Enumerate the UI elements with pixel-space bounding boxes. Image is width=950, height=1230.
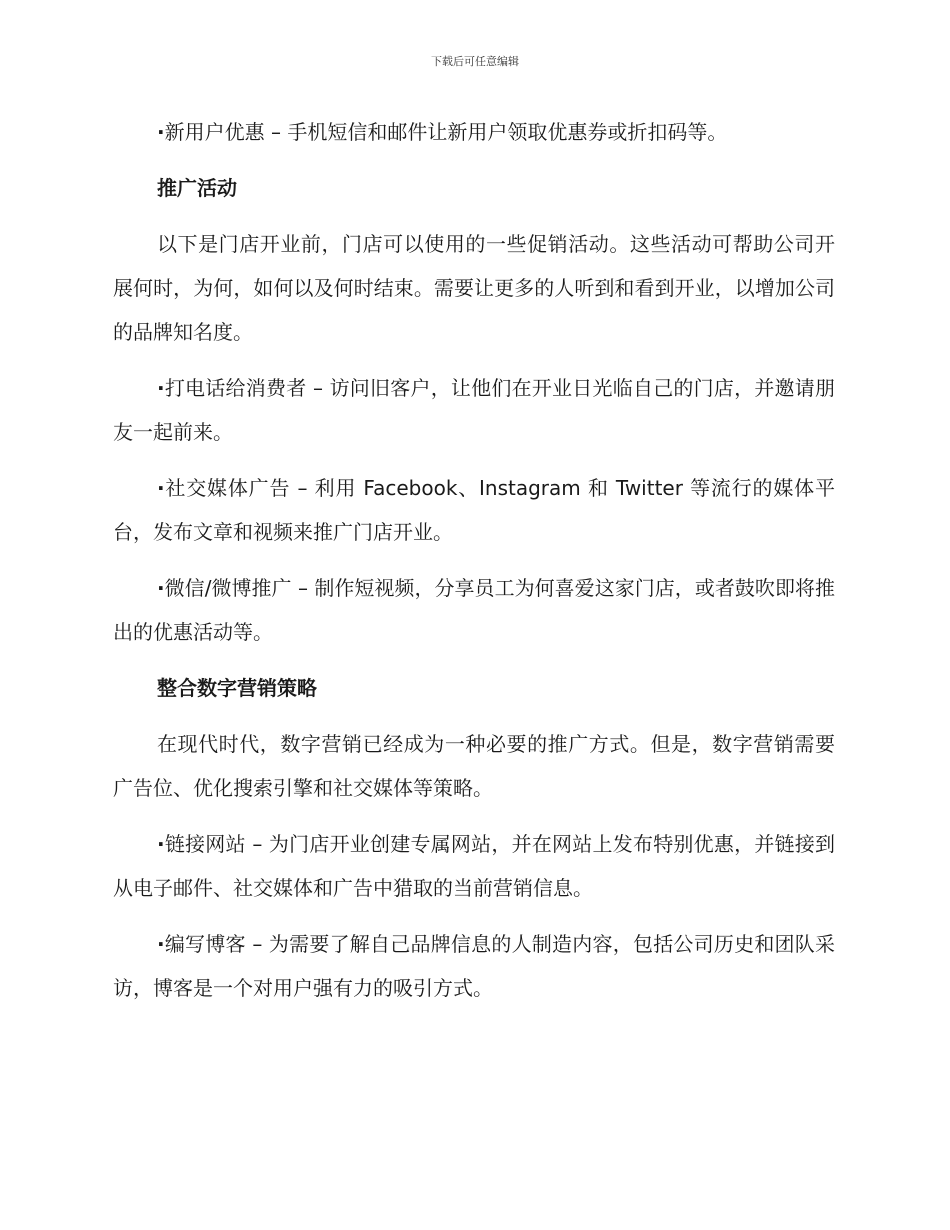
section-heading-digital-marketing: 整合数字营销策略 bbox=[157, 676, 317, 700]
paragraph-digital-marketing-intro: 在现代时代，数字营销已经成为一种必要的推广方式。但是，数字营销需要广告位、优化搜索引擎和社交媒体等策略。 bbox=[113, 732, 835, 800]
document-body bbox=[113, 110, 835, 1022]
paragraph-promotion-intro: 以下是门店开业前，门店可以使用的一些促销活动。这些活动可帮助公司开展何时，为何，如何以及何时结束。需要让更多的人听到和看到开业，以增加公司的品牌知名度。 bbox=[113, 232, 835, 344]
bullet-icon: · bbox=[157, 120, 165, 144]
bullet-icon: · bbox=[157, 576, 165, 600]
bullet-text: 社交媒体广告 – 利用 Facebook、Instagram 和 Twitter 等流行的媒体平台，发布文章和视频来推广门店开业。 bbox=[113, 476, 835, 544]
bullet-icon: · bbox=[157, 376, 165, 400]
bullet-text: 编写博客 – 为需要了解自己品牌信息的人制造内容，包括公司历史和团队采访，博客是一个对用户强有力的吸引方式。 bbox=[113, 932, 835, 1000]
bullet-call-customers bbox=[113, 366, 835, 454]
bullet-link-website bbox=[113, 822, 835, 910]
bullet-text: 打电话给消费者 – 访问旧客户，让他们在开业日光临自己的门店，并邀请朋友一起前来。 bbox=[113, 376, 835, 444]
bullet-write-blog bbox=[113, 922, 835, 1010]
bullet-wechat-weibo bbox=[113, 566, 835, 654]
bullet-icon: · bbox=[157, 476, 165, 500]
bullet-icon: · bbox=[157, 932, 165, 956]
bullet-text: 新用户优惠 – 手机短信和邮件让新用户领取优惠券或折扣码等。 bbox=[164, 120, 728, 144]
bullet-text: 微信/微博推广 – 制作短视频，分享员工为何喜爱这家门店，或者鼓吹即将推出的优惠活动等。 bbox=[113, 576, 835, 644]
bullet-icon: · bbox=[157, 832, 165, 856]
page-header: 下载后可任意编辑 bbox=[431, 55, 519, 68]
bullet-social-media-ads bbox=[113, 466, 835, 554]
bullet-text: 链接网站 – 为门店开业创建专属网站，并在网站上发布特别优惠，并链接到从电子邮件、社交媒体和广告中猎取的当前营销信息。 bbox=[113, 832, 835, 900]
bullet-new-user-offer bbox=[113, 110, 835, 154]
section-heading-promotion: 推广活动 bbox=[157, 176, 237, 200]
